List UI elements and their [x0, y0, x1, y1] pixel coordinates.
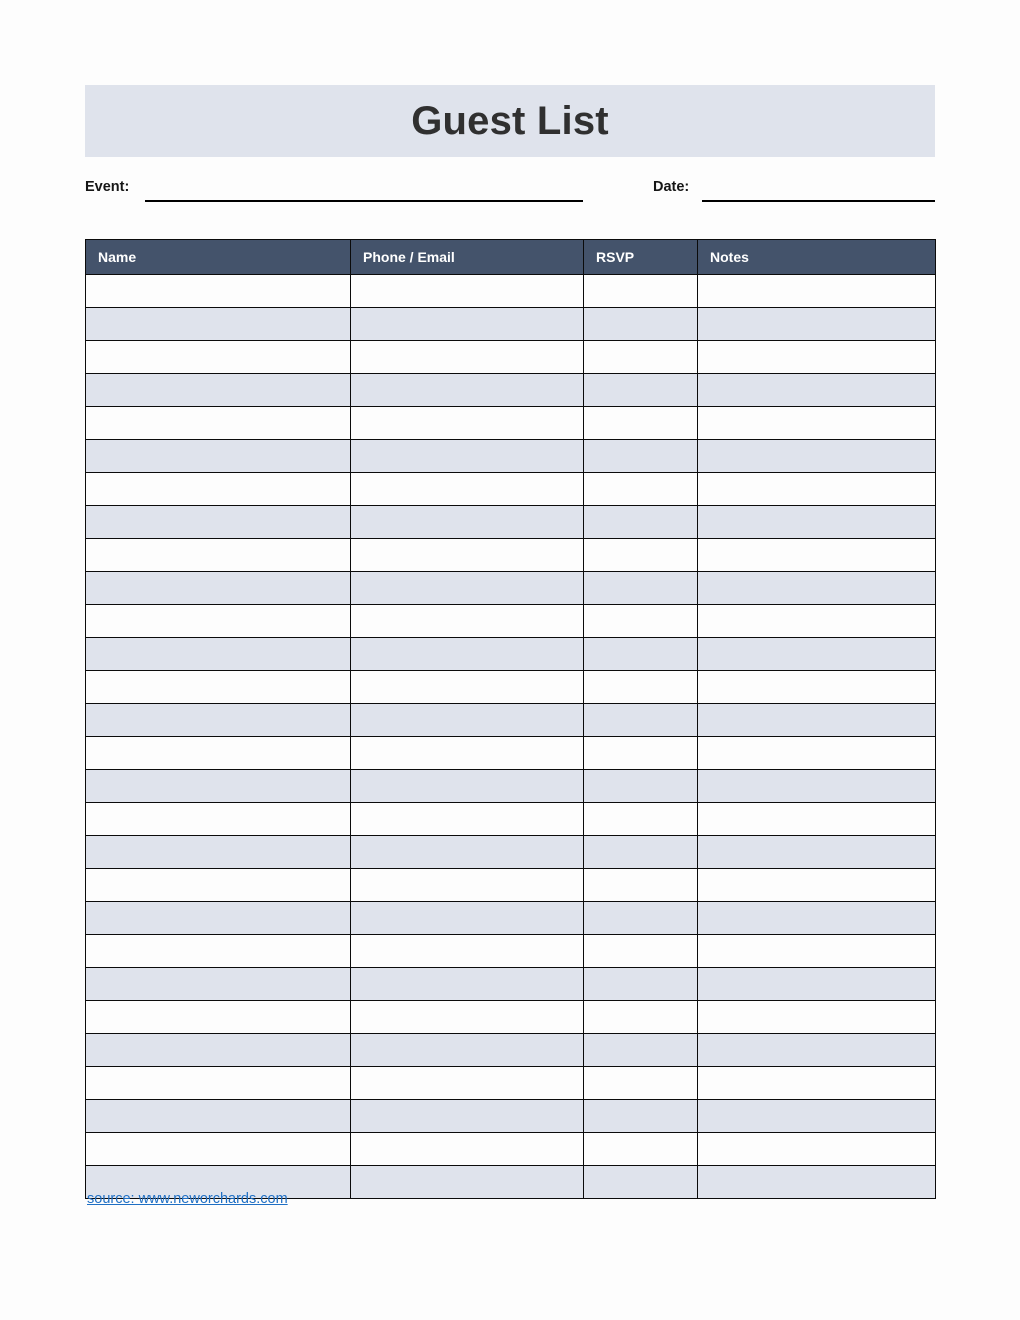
cell-phone-email[interactable] [351, 671, 584, 704]
table-row [86, 1067, 936, 1100]
cell-rsvp[interactable] [584, 572, 698, 605]
cell-rsvp[interactable] [584, 869, 698, 902]
column-header-notes[interactable]: Notes [698, 240, 936, 275]
cell-name[interactable] [86, 770, 351, 803]
cell-rsvp[interactable] [584, 935, 698, 968]
cell-name[interactable] [86, 275, 351, 308]
table-row [86, 1100, 936, 1133]
cell-notes[interactable] [698, 341, 936, 374]
event-input-line[interactable] [145, 200, 583, 202]
cell-name[interactable] [86, 902, 351, 935]
cell-notes[interactable] [698, 638, 936, 671]
table-row [86, 869, 936, 902]
cell-phone-email[interactable] [351, 572, 584, 605]
cell-notes[interactable] [698, 605, 936, 638]
cell-notes[interactable] [698, 704, 936, 737]
cell-rsvp[interactable] [584, 671, 698, 704]
table-row [86, 737, 936, 770]
cell-rsvp[interactable] [584, 1133, 698, 1166]
event-label: Event: [85, 179, 130, 195]
cell-notes[interactable] [698, 902, 936, 935]
cell-notes[interactable] [698, 473, 936, 506]
cell-phone-email[interactable] [351, 1001, 584, 1034]
cell-notes[interactable] [698, 407, 936, 440]
cell-phone-email[interactable] [351, 605, 584, 638]
cell-phone-email[interactable] [351, 1133, 584, 1166]
cell-phone-email[interactable] [351, 704, 584, 737]
title-banner [85, 85, 935, 157]
cell-rsvp[interactable] [584, 605, 698, 638]
cell-notes[interactable] [698, 869, 936, 902]
table-row [86, 440, 936, 473]
table-header [86, 240, 936, 275]
cell-notes[interactable] [698, 803, 936, 836]
table-row [86, 374, 936, 407]
cell-phone-email[interactable] [351, 440, 584, 473]
cell-phone-email[interactable] [351, 539, 584, 572]
cell-phone-email[interactable] [351, 1067, 584, 1100]
cell-notes[interactable] [698, 836, 936, 869]
cell-notes[interactable] [698, 935, 936, 968]
cell-rsvp[interactable] [584, 968, 698, 1001]
cell-name[interactable] [86, 374, 351, 407]
cell-notes[interactable] [698, 1067, 936, 1100]
table-row [86, 1133, 936, 1166]
cell-rsvp[interactable] [584, 1034, 698, 1067]
cell-phone-email[interactable] [351, 308, 584, 341]
cell-name[interactable] [86, 572, 351, 605]
table-row [86, 1034, 936, 1067]
cell-rsvp[interactable] [584, 737, 698, 770]
cell-rsvp[interactable] [584, 902, 698, 935]
table-row [86, 473, 936, 506]
cell-rsvp[interactable] [584, 803, 698, 836]
cell-rsvp[interactable] [584, 836, 698, 869]
cell-phone-email[interactable] [351, 473, 584, 506]
table-row [86, 935, 936, 968]
cell-phone-email[interactable] [351, 803, 584, 836]
cell-rsvp[interactable] [584, 440, 698, 473]
table-row [86, 770, 936, 803]
cell-phone-email[interactable] [351, 968, 584, 1001]
column-header-name[interactable]: Name [86, 240, 351, 275]
cell-phone-email[interactable] [351, 869, 584, 902]
cell-name[interactable] [86, 341, 351, 374]
cell-notes[interactable] [698, 1001, 936, 1034]
cell-rsvp[interactable] [584, 638, 698, 671]
table-header-row [86, 240, 936, 275]
date-label: Date: [653, 179, 690, 195]
cell-phone-email[interactable] [351, 737, 584, 770]
cell-name[interactable] [86, 1133, 351, 1166]
cell-phone-email[interactable] [351, 836, 584, 869]
table-row [86, 539, 936, 572]
cell-name[interactable] [86, 638, 351, 671]
cell-name[interactable] [86, 506, 351, 539]
cell-name[interactable] [86, 1001, 351, 1034]
cell-phone-email[interactable] [351, 935, 584, 968]
cell-notes[interactable] [698, 968, 936, 1001]
cell-notes[interactable] [698, 374, 936, 407]
cell-rsvp[interactable] [584, 704, 698, 737]
table-row [86, 968, 936, 1001]
table-row [86, 902, 936, 935]
cell-notes[interactable] [698, 1133, 936, 1166]
table-body [86, 275, 936, 1199]
source-link[interactable]: source: www.neworchards.com [87, 1191, 288, 1207]
cell-phone-email[interactable] [351, 1166, 584, 1199]
event-date-row [85, 178, 935, 204]
cell-notes[interactable] [698, 539, 936, 572]
cell-name[interactable] [86, 539, 351, 572]
cell-rsvp[interactable] [584, 473, 698, 506]
table-row [86, 638, 936, 671]
table-row [86, 407, 936, 440]
cell-name[interactable] [86, 869, 351, 902]
cell-rsvp[interactable] [584, 506, 698, 539]
cell-notes[interactable] [698, 770, 936, 803]
cell-notes[interactable] [698, 308, 936, 341]
cell-name[interactable] [86, 671, 351, 704]
table-row [86, 275, 936, 308]
table-row [86, 308, 936, 341]
cell-phone-email[interactable] [351, 638, 584, 671]
cell-notes[interactable] [698, 1100, 936, 1133]
cell-name[interactable] [86, 704, 351, 737]
page-title: Guest List [411, 99, 609, 143]
guest-table [85, 239, 936, 1199]
table-row [86, 836, 936, 869]
cell-phone-email[interactable] [351, 407, 584, 440]
table-row [86, 671, 936, 704]
cell-name[interactable] [86, 1034, 351, 1067]
table-row [86, 1001, 936, 1034]
cell-notes[interactable] [698, 572, 936, 605]
cell-name[interactable] [86, 1067, 351, 1100]
column-header-rsvp[interactable]: RSVP [584, 240, 698, 275]
cell-notes[interactable] [698, 1034, 936, 1067]
cell-name[interactable] [86, 473, 351, 506]
cell-name[interactable] [86, 968, 351, 1001]
cell-rsvp[interactable] [584, 1166, 698, 1199]
cell-name[interactable] [86, 308, 351, 341]
cell-rsvp[interactable] [584, 275, 698, 308]
table-row [86, 704, 936, 737]
cell-phone-email[interactable] [351, 770, 584, 803]
cell-name[interactable] [86, 737, 351, 770]
cell-notes[interactable] [698, 440, 936, 473]
cell-rsvp[interactable] [584, 308, 698, 341]
cell-name[interactable] [86, 605, 351, 638]
cell-phone-email[interactable] [351, 275, 584, 308]
cell-notes[interactable] [698, 506, 936, 539]
cell-phone-email[interactable] [351, 1034, 584, 1067]
cell-rsvp[interactable] [584, 407, 698, 440]
cell-name[interactable] [86, 440, 351, 473]
cell-name[interactable] [86, 1100, 351, 1133]
cell-rsvp[interactable] [584, 374, 698, 407]
cell-rsvp[interactable] [584, 1100, 698, 1133]
cell-rsvp[interactable] [584, 539, 698, 572]
cell-phone-email[interactable] [351, 506, 584, 539]
cell-phone-email[interactable] [351, 902, 584, 935]
cell-name[interactable] [86, 836, 351, 869]
table-row [86, 506, 936, 539]
cell-rsvp[interactable] [584, 770, 698, 803]
cell-phone-email[interactable] [351, 341, 584, 374]
table-row [86, 341, 936, 374]
cell-rsvp[interactable] [584, 1001, 698, 1034]
cell-phone-email[interactable] [351, 1100, 584, 1133]
cell-name[interactable] [86, 407, 351, 440]
date-input-line[interactable] [702, 200, 935, 202]
cell-name[interactable] [86, 803, 351, 836]
cell-name[interactable] [86, 935, 351, 968]
table-row [86, 605, 936, 638]
cell-rsvp[interactable] [584, 1067, 698, 1100]
column-header-phone-email[interactable]: Phone / Email [351, 240, 584, 275]
cell-notes[interactable] [698, 671, 936, 704]
cell-notes[interactable] [698, 737, 936, 770]
cell-rsvp[interactable] [584, 341, 698, 374]
table-row [86, 572, 936, 605]
table-row [86, 803, 936, 836]
cell-notes[interactable] [698, 275, 936, 308]
cell-phone-email[interactable] [351, 374, 584, 407]
cell-notes[interactable] [698, 1166, 936, 1199]
